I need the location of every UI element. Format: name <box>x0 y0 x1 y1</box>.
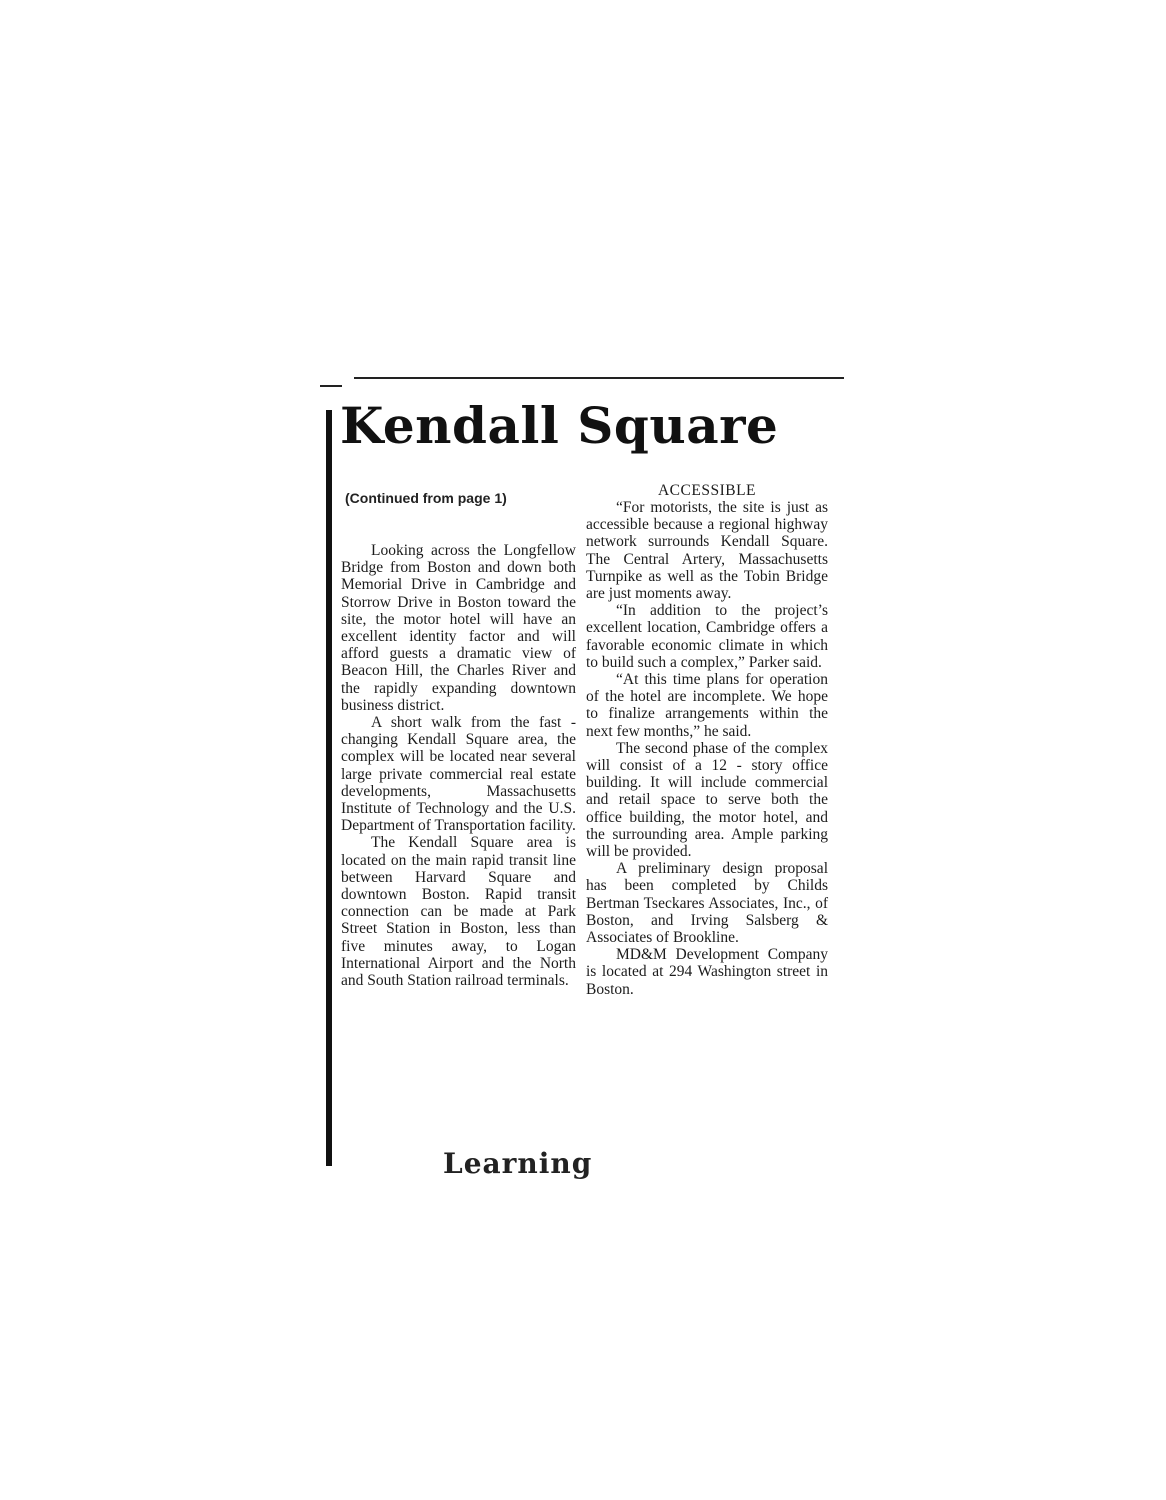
section-subhead: ACCESSIBLE <box>657 482 756 499</box>
headline: Kendall Square <box>340 396 779 455</box>
paragraph: “In addition to the project’s excellent location, Cambridge offers a favorable economic climate in which to build such a complex,” Parker said. <box>586 602 828 671</box>
left-column <box>341 542 576 989</box>
continued-note: (Continued from page 1) <box>345 490 507 506</box>
column-bar <box>326 410 332 1166</box>
paragraph: “For motorists, the site is just as accessible because a regional highway network surrounds Kendall Square. The Central Artery, Massachusetts Turnpike as well as the Tobin Bridge are just moments away. <box>586 499 828 603</box>
paragraph: Looking across the Longfellow Bridge from Boston and down both Memorial Drive in Cambridge and Storrow Drive in Boston toward the site, the motor hotel will have an excellent identity factor and will afford guests a dramatic view of Beacon Hill, the Charles River and the rapidly expanding downtown business district. <box>341 542 576 714</box>
paragraph: A short walk from the fast - changing Kendall Square area, the complex will be located near several large private commercial real estate developments, Massachusetts Institute of Technology and the U.S. Department of Transportation facility. <box>341 714 576 835</box>
paragraph: A preliminary design proposal has been completed by Childs Bertman Tseckares Associates, Inc., of Boston, and Irving Salsberg & Associates of Brookline. <box>586 860 828 947</box>
paragraph: The second phase of the complex will consist of a 12 - story office building. It will include commercial and retail space to serve both the office building, the motor hotel, and the surrounding area. Ample parking will be provided. <box>586 739 828 861</box>
next-headline-text: Learning <box>443 1147 593 1180</box>
paragraph: MD&M Development Company is located at 294 Washington street in Boston. <box>586 946 828 998</box>
paragraph: The Kendall Square area is located on the main rapid transit line between Harvard Square and downtown Boston. Rapid transit connection can be made at Park Street Station in Boston, less than five minutes away, to Logan International Airport and the North and South Station railroad terminals. <box>341 834 576 990</box>
top-rule-short <box>320 385 342 387</box>
paragraph: “At this time plans for operation of the hotel are incomplete. We hope to finalize arrangements within the next few months,” he said. <box>586 671 828 740</box>
next-article-headline-fragment <box>443 1147 643 1180</box>
newspaper-clipping <box>318 370 848 1180</box>
right-column <box>586 482 828 998</box>
top-rule <box>354 377 844 379</box>
